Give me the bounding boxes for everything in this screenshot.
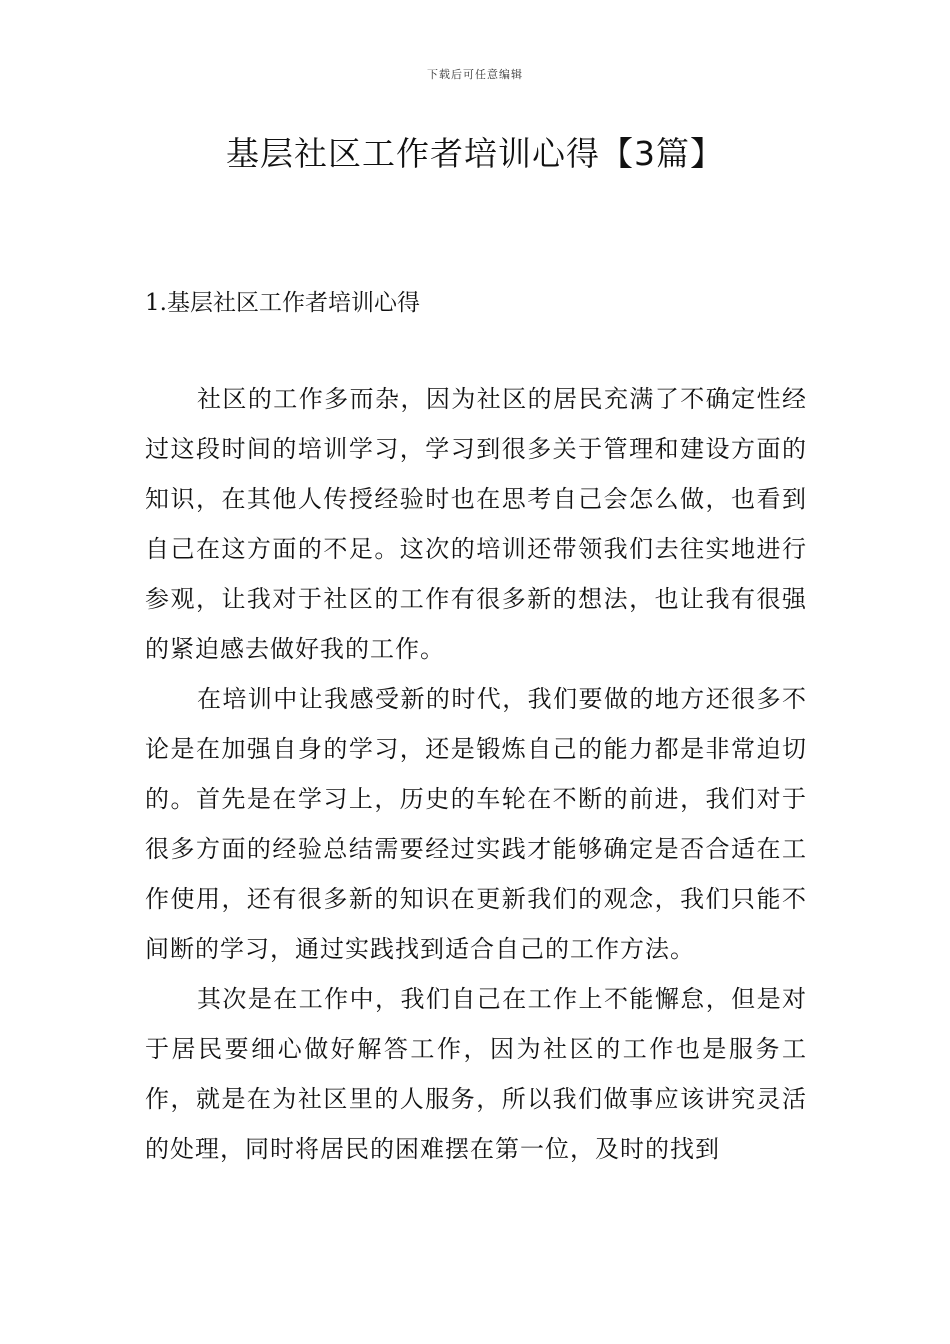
document-body bbox=[145, 374, 807, 1174]
paragraph-1: 社区的工作多而杂，因为社区的居民充满了不确定性经过这段时间的培训学习，学习到很多关于管理和建设方面的知识，在其他人传授经验时也在思考自己会怎么做，也看到自己在这方面的不足。这次的培训还带领我们去往实地进行参观，让我对于社区的工作有很多新的想法，也让我有很强的紧迫感去做好我的工作。 bbox=[145, 385, 807, 663]
document-title: 基层社区工作者培训心得【3篇】 bbox=[226, 134, 724, 173]
header-note: 下载后可任意编辑 bbox=[427, 68, 523, 81]
section-heading: 1.基层社区工作者培训心得 bbox=[145, 290, 420, 316]
paragraph-3: 其次是在工作中，我们自己在工作上不能懈怠，但是对于居民要细心做好解答工作，因为社区的工作也是服务工作，就是在为社区里的人服务，所以我们做事应该讲究灵活的处理，同时将居民的困难摆在第一位，及时的找到 bbox=[145, 985, 807, 1163]
paragraph-2: 在培训中让我感受新的时代，我们要做的地方还很多不论是在加强自身的学习，还是锻炼自己的能力都是非常迫切的。首先是在学习上，历史的车轮在不断的前进，我们对于很多方面的经验总结需要经过实践才能够确定是否合适在工作使用，还有很多新的知识在更新我们的观念，我们只能不间断的学习，通过实践找到适合自己的工作方法。 bbox=[145, 685, 807, 963]
